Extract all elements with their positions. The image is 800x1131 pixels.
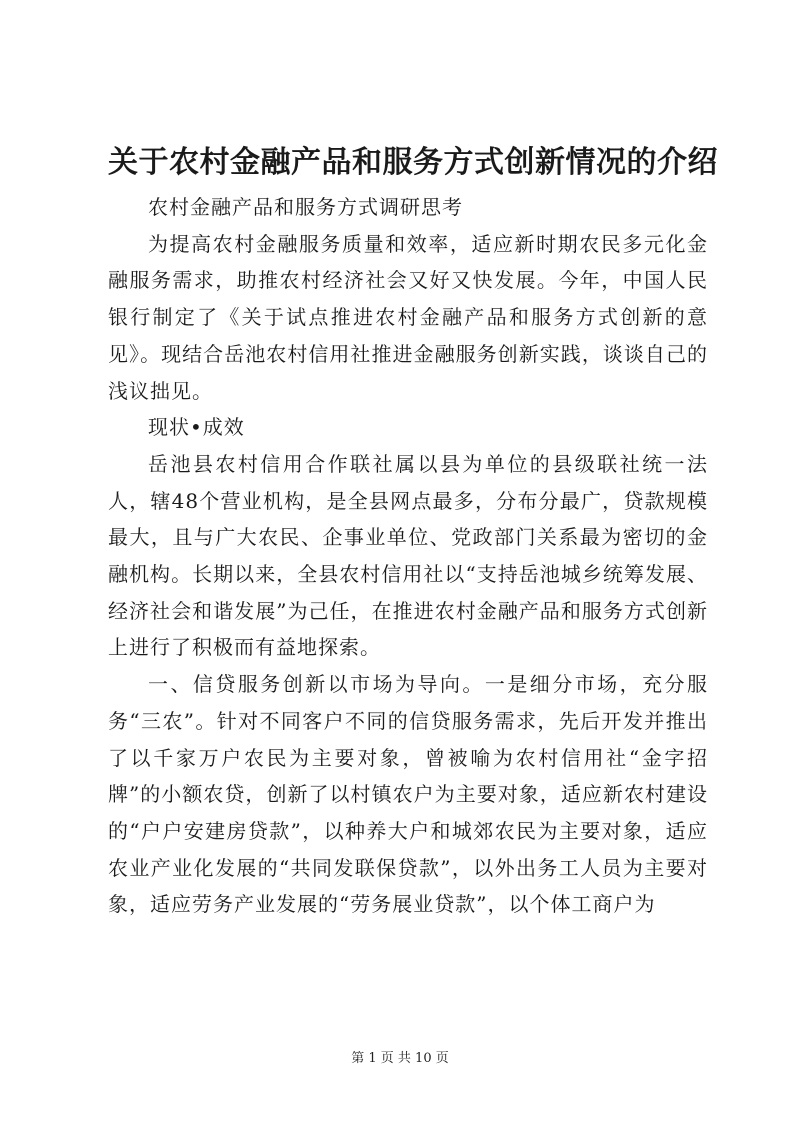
document-body	[108, 189, 708, 923]
section-heading: 现状•成效	[148, 415, 245, 440]
document-title: 关于农村金融产品和服务方式创新情况的介绍	[108, 145, 718, 180]
subtitle-paragraph: 农村金融产品和服务方式调研思考	[148, 195, 463, 219]
page-number-footer: 第 1 页 共 10 页	[351, 1051, 449, 1066]
background-paragraph: 岳池县农村信用合作联社属以县为单位的县级联社统一法人，辖48个营业机构，是全县网点最多，分布分最广，贷款规模最大，且与广大农民、企事业单位、党政部门关系最为密切的金融机构。长期以来，全县农村信用社以“支持岳池城乡统筹发展、经济社会和谐发展”为己任，在推进农村金融产品和服务方式创新上进行了积极而有益地探索。	[108, 451, 708, 660]
credit-innovation-paragraph: 一、信贷服务创新以市场为导向。一是细分市场，充分服务“三农”。针对不同客户不同的信贷服务需求，先后开发并推出了以千家万户农民为主要对象，曾被喻为农村信用社“金字招牌”的小额农贷，创新了以村镇农户为主要对象，适应新农村建设的“户户安建房贷款”，以种养大户和城郊农民为主要对象，适应农业产业化发展的“共同发联保贷款”，以外出务工人员为主要对象，适应劳务产业发展的“劳务展业贷款”，以个体工商户为	[108, 672, 708, 917]
intro-paragraph: 为提高农村金融服务质量和效率，适应新时期农民多元化金融服务需求，助推农村经济社会又好又快发展。今年，中国人民银行制定了《关于试点推进农村金融产品和服务方式创新的意见》。现结合岳池农村信用社推进金融服务创新实践，谈谈自己的浅议拙见。	[108, 231, 708, 403]
